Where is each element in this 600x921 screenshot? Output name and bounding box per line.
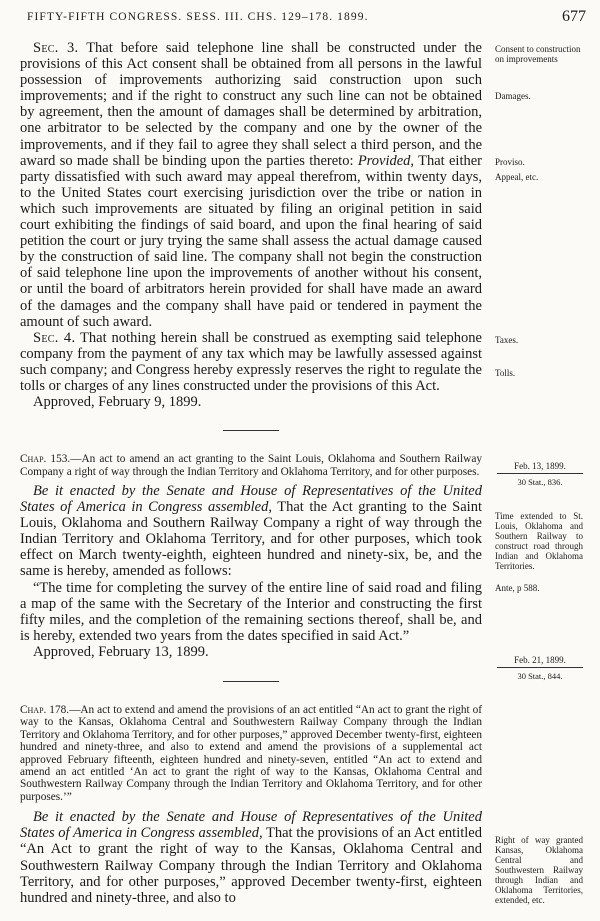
chapter-153-body: Be it enacted by the Senate and House of Representatives of the United States of America in Congress assembled, That the Act granting to the Saint Louis, Oklahoma and Southern Railway Company a right of way through the Indian Territory and Oklahoma Territory, and for other purposes, which took effect on March twenty-eighth, eighteen hundred and ninety-six, be, and the same is hereby, amended as follows: [20,482,482,580]
margin-note-ante: Ante, p 588. [495,583,540,593]
margin-note-damages: Damages. [495,91,531,101]
margin-note-appeal: Appeal, etc. [495,172,539,182]
enacting-clause: Be it enacted by the Senate and House of Representatives of the United States of America in Congress assembled, [20,482,482,516]
margin-note-consent: Consent to construction on improvements [495,44,581,64]
margin-date-feb-13 [497,461,583,487]
section-4-paragraph [20,330,482,394]
margin-note-time-extended: Time extended to St. Louis, Oklahoma and Southern Railway to construct road through Indian and Oklahoma Territories. [495,511,583,571]
margin-note-tolls: Tolls. [495,368,516,378]
section-4-label: Sec. 4. [33,329,76,346]
chapter-153-label: Chap. 153. [20,453,71,466]
margin-note-right-of-way: Right of way granted Kansas, Oklahoma Central and Southwestern Railway through Indian and Oklahoma Territories, extended, etc. [495,835,583,905]
section-4-text: That nothing herein shall be construed as exempting said telephone company from the payment of any tax which may be lawfully assessed against such company; and Congress hereby expressly reserves the right to regulate the tolls or charges of any lines constructed under the provisions of this Act. [20,329,482,394]
chapter-153-quote: “The time for completing the survey of the entire line of said road and filing a map of the same with the Secretary of the Interior and constructing the first fifty miles, and the completion of the remaining sections thereof, shall be, and is hereby, extended two years from the dates specified in said Act.” [20,579,482,644]
chapter-178-label: Chap. 178. [20,704,70,716]
chapter-153-title: Chap. 153.—An act to amend an act granting to the Saint Louis, Oklahoma and Southern Railway Company a right of way through the Indian Territory and Oklahoma Territory, and for other purposes. [20,453,482,478]
main-text-column [20,40,482,906]
enacting-clause: Be it enacted by the Senate and House of Representatives of the United States of America in Congress assembled, [20,809,482,842]
running-head-text: FIFTY-FIFTH CONGRESS. SESS. III. CHS. 129–178. 1899. [27,11,369,23]
page-number: 677 [562,8,586,25]
section-divider [223,430,279,431]
chapter-178-title: Chap. 178.—An act to extend and amend the provisions of an act entitled “An act to grant the right of way to the Kansas, Oklahoma Central and Southwestern Railway Company through the Indian Territory and Oklahoma Territory, and for other purposes,” approved December twenty-first, eighteen hundred and ninety-three, and also to extend and amend the provisions of a supplemental act approved February fifteenth, eighteen hundred and ninety-seven, entitled “An act to extend and amend an act entitled ‘An act to grant the right of way to the Kansas, Oklahoma Central and Southwestern Railway Company through the Indian Territory and Oklahoma Territory, and for other purposes.’” [20,704,482,803]
section-divider [223,681,279,682]
section-3-paragraph [20,40,482,330]
margin-note-proviso: Proviso. [495,157,525,167]
running-header [0,8,600,30]
statute-citation: 30 Stat., 844. [517,671,563,681]
statute-citation: 30 Stat., 836. [517,477,563,487]
section-3-text-b: That either party dissatisfied with such award may appeal therefrom, within twenty days, to the United States court exercising jurisdiction over the tribe or nation in which such improvements are situated by filing an original petition in said court exhibiting the findings of said board, and upon the final hearing of said petition the court or jury trying the same shall assess the actual damage caused by the construction of said line. The company shall not begin the construction of said telephone line upon the improvements of another without his consent, or until the board of arbitrators herein provided for shall have made an award of the damages and the company shall have paid or tendered in payment the amount of such award. [20,152,482,330]
margin-note-taxes: Taxes. [495,335,519,345]
chapter-178-body: Be it enacted by the Senate and House of Representatives of the United States of America in Congress assembled, That the provisions of an Act entitled “An Act to grant the right of way to the Kansas, Oklahoma Central and Southwestern Railway Company through the Indian Territory and Oklahoma Territory, and for other purposes,” approved December twenty-first, eighteen hundred and ninety-three, and also to [20,809,482,906]
date-line: Feb. 21, 1899. [497,655,583,668]
section-3-text-a: That before said telephone line shall be constructed under the provisions of this Act consent shall be obtained from all persons in the lawful possession of improvements authorizing said construction upon such improvements; and if the right to construct any such line can not be obtained by agreement, then the amount of damages shall be determined by arbitration, one arbitrator to be selected by the company and one by the owner of the improvements, and if they fail to agree they shall select a third person, and the award so made shall be binding upon the parties thereto: [20,40,482,169]
section-3-label: Sec. 3. [33,40,79,56]
approved-feb-9: Approved, February 9, 1899. [33,394,202,411]
proviso-word: Provided, [357,152,415,169]
approved-feb-13: Approved, February 13, 1899. [33,643,209,660]
date-line: Feb. 13, 1899. [497,461,583,474]
margin-date-feb-21 [497,655,583,681]
